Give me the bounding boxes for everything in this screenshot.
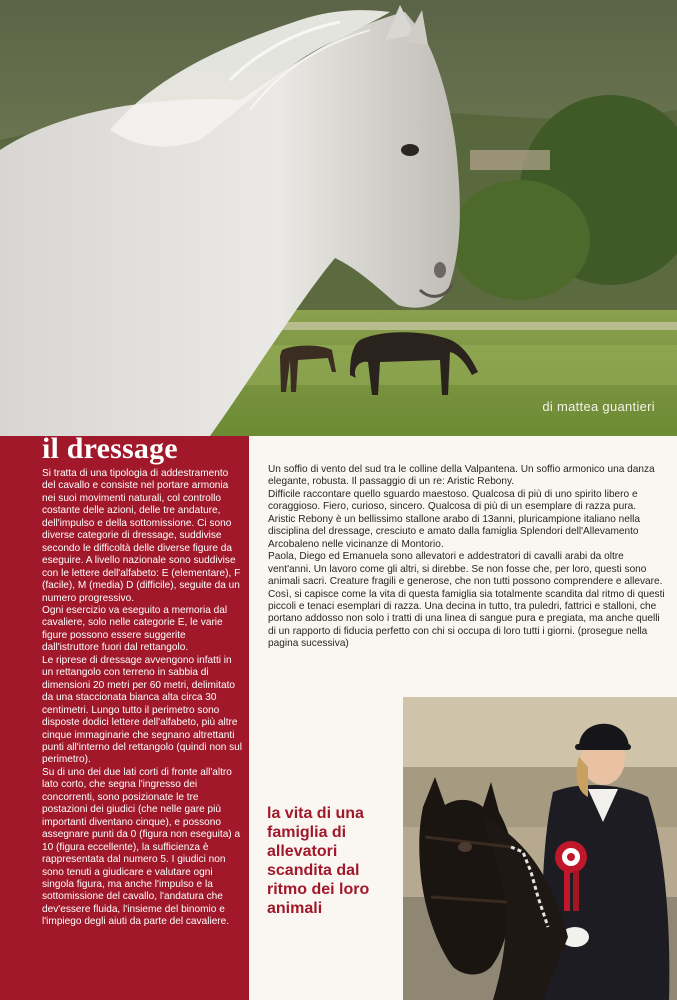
sidebar-paragraph: Le riprese di dressage avvengono infatti in un rettangolo con terreno in sabbia di dimensioni 20 metri per 60 metri, delimitato da una staccionata bianca alta circa 30 centimetri. Lungo tutto il perimetro sono disposte dodici lettere dell'alfabeto, più altre cinque immaginarie che segnano altrettanti punti all'interno del rettangolo (quindi non sul perimetro). <box>42 654 243 766</box>
rider-photo <box>403 697 677 1000</box>
sidebar-paragraph: Ogni esercizio va eseguito a memoria dal cavaliere, solo nelle categorie E, le varie figure possono essere suggerite dall'istruttore fuori dal rettangolo. <box>42 604 228 654</box>
sidebar-paragraph: Si tratta di una tipologia di addestramento del cavallo e consiste nel portare armonia nei suoi movimenti naturali, col controllo costante delle azioni, delle tre andature, dell'impulso e della sottomissione. Ci sono diverse categorie di dressage, suddivise secondo le difficoltà delle diverse figure da eseguire. A livello nazionale sono suddivise con le lettere dell'alfabeto: E (elementare), F (facile), M (media) D (difficile), seguite da un numero progressivo. <box>42 468 241 604</box>
author-byline: di mattea guantieri <box>542 399 655 414</box>
section-title: il dressage <box>42 432 178 465</box>
hero-photo <box>0 0 677 436</box>
article-paragraph: Paola, Diego ed Emanuela sono allevatori e addestratori di cavalli arabi da oltre vent'anni. Un lavoro come gli altri, si direbbe. Se non fosse che, per loro, questi sono animali sacri. Creature fragili e generose, che non tutti possono comprendere e allevare. Così, si capisce come la vita di questa famiglia sia totalmente scandita dal ritmo di questi piccoli e tenaci esemplari di razza. Una decina in tutto, tra puledri, fattrici e stalloni, che portano addosso non solo i tratti di una linea di sangue pura e pregiata, ma anche quelli di un rapporto di fiducia perfetto con chi si occupa di loro tutti i giorni. (prosegue nella pagina sucessiva) <box>268 551 665 650</box>
article-paragraph: Difficile raccontare quello sguardo maestoso. Qualcosa di più di uno spirito libero e coraggioso. Fiero, curioso, sincero. Qualcosa di più di un esemplare di razza pura. <box>268 488 638 513</box>
sidebar-body <box>42 468 242 929</box>
article-paragraph: Un soffio di vento del sud tra le colline della Valpantena. Un soffio armonico una danza elegante, robusta. Il passaggio di un re: Aristic Rebony. <box>268 464 655 488</box>
article-body <box>268 464 668 651</box>
pull-quote: la vita di una famiglia di allevatori scandita dal ritmo dei loro animali <box>267 805 370 917</box>
rider-with-horse-photo-icon <box>403 697 677 1000</box>
arabian-horse-photo-icon <box>0 0 677 436</box>
article-paragraph: Aristic Rebony è un bellissimo stallone arabo di 13anni, pluricampione italiano nella disciplina del dressage, cresciuto e amato dalla famiglia Splendori dell'Allevamento Arcobaleno nelle vicinanze di Montorio. <box>268 513 641 550</box>
sidebar-paragraph: Su di uno dei due lati corti di fronte all'altro lato corto, che segna l'ingresso dei concorrenti, sono posizionate le tre postazioni dei giudici (che nelle gare più importanti diventano cinque), e possono assegnare punti da 0 (figura non eseguita) a 10 (figura eccellente), la sufficienza è rappresentata dal numero 5. I giudici non sono tenuti a giudicare e valutare ogni singola figura, ma anche l'impulso e la sottomissione del cavallo, l'andatura che dev'essere fluida, l'insieme del binomio e l'impiego degli aiuti da parte del cavaliere. <box>42 766 241 928</box>
